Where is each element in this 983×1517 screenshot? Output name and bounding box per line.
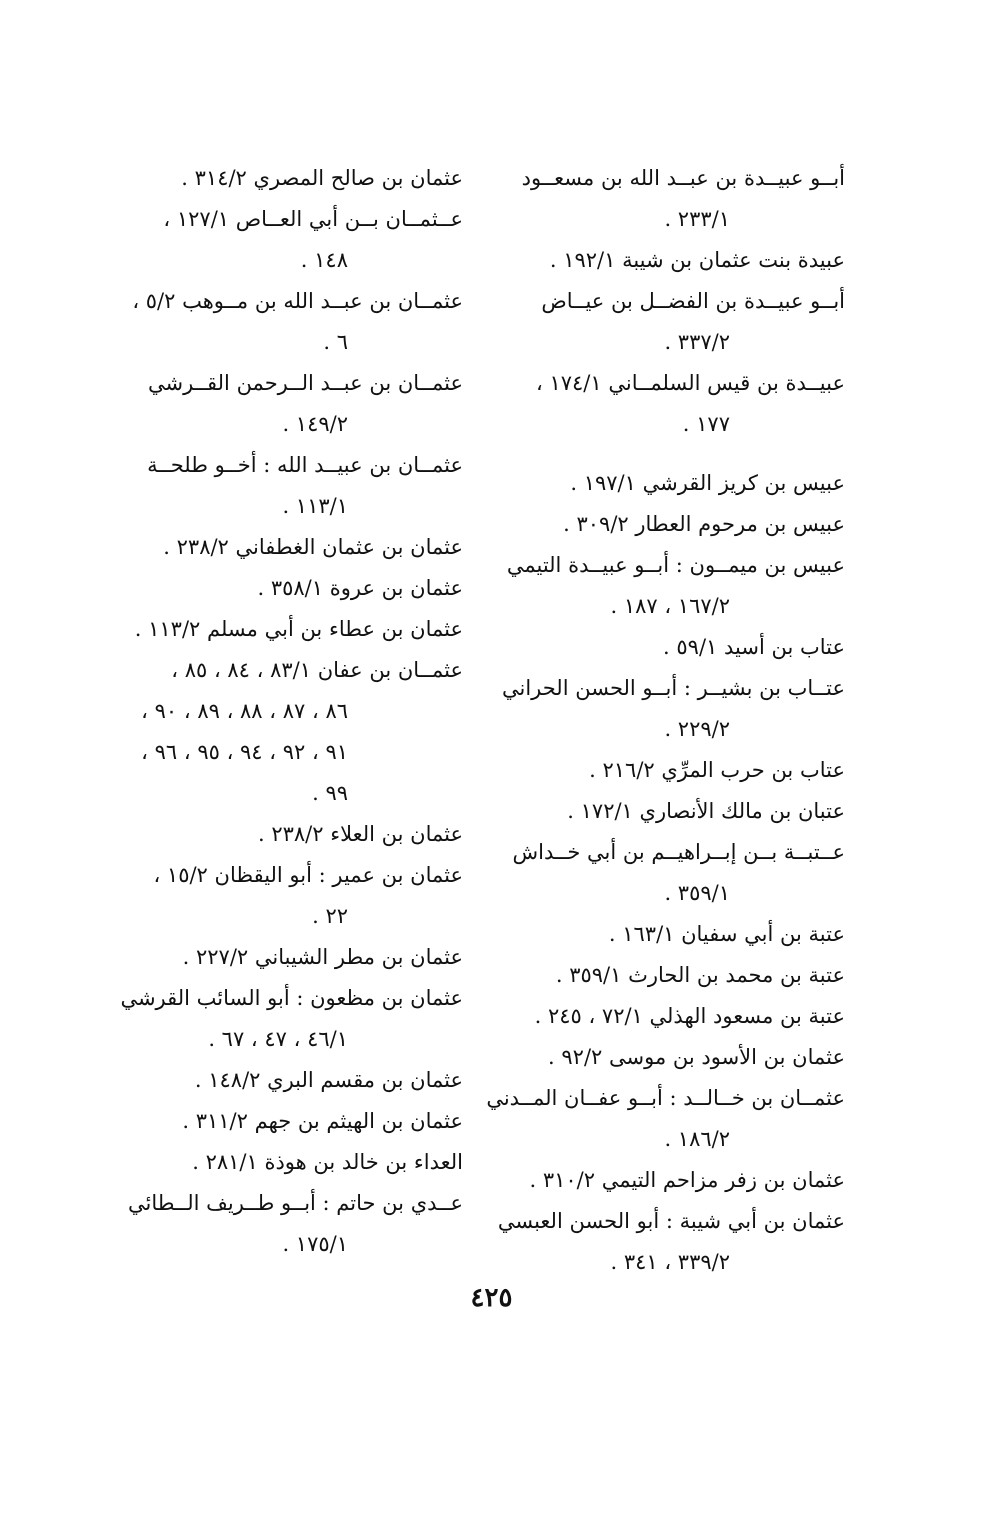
index-entry: عثمان بن عمير : أبو اليقظان ١٥/٢ ،: [153, 863, 463, 887]
index-entry-continuation: ٤٦/١ ، ٤٧ ، ٦٧ .: [208, 1027, 348, 1051]
index-entry: عــتبــة بــن إبــراهيــم بن أبي خــداش: [512, 840, 845, 864]
index-entry: عتبة بن محمد بن الحارث ٣٥٩/١ .: [555, 963, 845, 987]
index-entry: أبــو عبيــدة بن الفضــل بن عيــاض: [541, 289, 845, 313]
index-entry: عثمان بن زفر مزاحم التيمي ٣١٠/٢ .: [529, 1168, 845, 1192]
index-entry-continuation: ٩٩ .: [312, 781, 348, 805]
index-entry-continuation: ١٦٧/٢ ، ١٨٧ .: [610, 594, 730, 618]
index-entry-continuation: ١٤٩/٢ .: [282, 412, 348, 436]
index-entry: عبيس بن مرحوم العطار ٣٠٩/٢ .: [563, 512, 845, 536]
index-entry: عثمان بن الأسود بن موسى ٩٢/٢ .: [548, 1045, 845, 1069]
index-entry: عتبة بن أبي سفيان ١٦٣/١ .: [608, 922, 845, 946]
index-entry: عثمان بن الهيثم بن جهم ٣١١/٢ .: [182, 1109, 463, 1133]
index-entry: عثمان بن عروة ٣٥٨/١ .: [257, 576, 463, 600]
index-entry: عثمان بن أبي شيبة : أبو الحسن العبسي: [497, 1209, 845, 1233]
index-column-right: [485, 158, 845, 1283]
index-entry: عثمــان بن عفان ٨٣/١ ، ٨٤ ، ٨٥ ،: [171, 658, 463, 682]
index-entry: عتبة بن مسعود الهذلي ٧٢/١ ، ٢٤٥ .: [534, 1004, 845, 1028]
index-entry-continuation: ٩١ ، ٩٢ ، ٩٤ ، ٩٥ ، ٩٦ ،: [141, 740, 348, 764]
index-entry-continuation: ٢٢٩/٢ .: [664, 717, 730, 741]
index-entry: عثمان بن صالح المصري ٣١٤/٢ .: [181, 166, 463, 190]
index-entry: عبيس بن ميمــون : أبــو عبيــدة التيمي: [506, 553, 845, 577]
index-entry: عــثمــان بــن أبي العــاص ١٢٧/١ ،: [163, 207, 463, 231]
index-entry: عثمــان بن عبيــد الله : أخــو طلحــة: [147, 453, 463, 477]
page-number: ٤٢٥: [470, 1283, 513, 1313]
index-entry: عثمان بن مقسم البري ١٤٨/٢ .: [194, 1068, 463, 1092]
index-entry-continuation: ٢٣٣/١ .: [664, 207, 730, 231]
index-entry: عثمان بن مظعون : أبو السائب القرشي: [120, 986, 463, 1010]
index-entry: عــدي بن حاتم : أبــو طــريف الــطائي: [128, 1191, 463, 1215]
index-entry: عبيدة بنت عثمان بن شيبة ١٩٢/١ .: [549, 248, 845, 272]
spacer: [485, 445, 845, 463]
index-entry-continuation: ١٧٧ .: [682, 412, 730, 436]
index-entry-continuation: ٣٣٧/٢ .: [664, 330, 730, 354]
index-entry: عثمان بن مطر الشيباني ٢٢٧/٢ .: [182, 945, 463, 969]
index-entry: العداء بن خالد بن هوذة ٢٨١/١ .: [192, 1150, 463, 1174]
index-entry-continuation: ٨٦ ، ٨٧ ، ٨٨ ، ٨٩ ، ٩٠ ،: [141, 699, 348, 723]
index-entry-continuation: ١٤٨ .: [300, 248, 348, 272]
index-entry: عتاب بن أسيد ٥٩/١ .: [663, 635, 845, 659]
index-entry: عثمان بن عطاء بن أبي مسلم ١١٣/٢ .: [134, 617, 463, 641]
index-entry: عثمــان بن خــالــد : أبــو عفــان المــدني: [486, 1086, 845, 1110]
index-entry: عتــاب بن بشيــر : أبــو الحسن الحراني: [501, 676, 845, 700]
index-column-left: [103, 158, 463, 1265]
index-entry: عثمــان بن عبــد الــرحمن القــرشي: [148, 371, 463, 395]
index-entry-continuation: ١٧٥/١ .: [282, 1232, 348, 1256]
index-entry: عبيس بن كريز القرشي ١٩٧/١ .: [570, 471, 845, 495]
index-entry-continuation: ٣٥٩/١ .: [664, 881, 730, 905]
index-entry: عثمــان بن عبــد الله بن مــوهب ٥/٢ ،: [132, 289, 463, 313]
index-entry: عتبان بن مالك الأنصاري ١٧٢/١ .: [567, 799, 845, 823]
index-entry-continuation: ٣٣٩/٢ ، ٣٤١ .: [610, 1250, 730, 1274]
index-entry-continuation: ٢٢ .: [312, 904, 348, 928]
index-entry: عثمان بن عثمان الغطفاني ٢٣٨/٢ .: [163, 535, 463, 559]
index-entry-continuation: ١٨٦/٢ .: [664, 1127, 730, 1151]
index-entry: عبيــدة بن قيس السلمــاني ١٧٤/١ ،: [536, 371, 845, 395]
index-entry: عتاب بن حرب المرِّي ٢١٦/٢ .: [589, 758, 845, 782]
index-entry-continuation: ٦ .: [323, 330, 348, 354]
index-entry: عثمان بن العلاء ٢٣٨/٢ .: [257, 822, 463, 846]
index-entry-continuation: ١١٣/١ .: [282, 494, 348, 518]
index-entry: أبــو عبيــدة بن عبــد الله بن مسعــود: [521, 166, 845, 190]
